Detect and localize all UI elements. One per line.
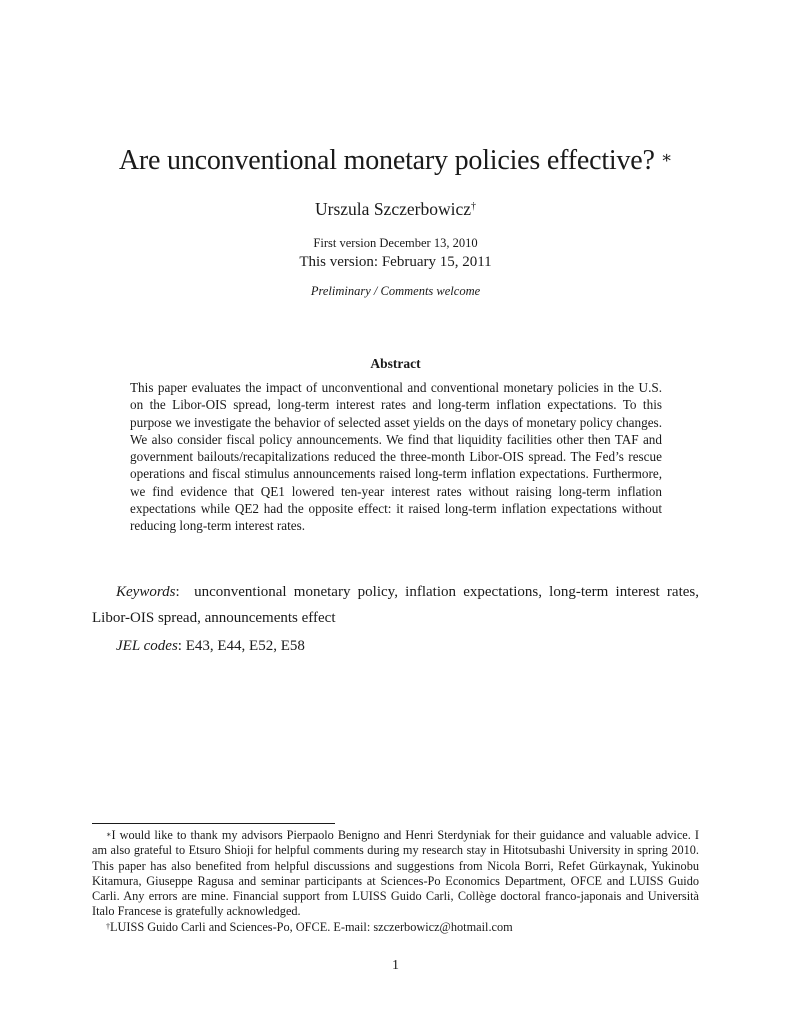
abstract-heading: Abstract (370, 356, 421, 371)
preliminary-note: Preliminary / Comments welcome (310, 284, 481, 298)
footnote-mark: † (106, 922, 110, 931)
keywords-label: Keywords (116, 584, 176, 600)
first-version-date: First version December 13, 2010 (313, 236, 478, 250)
author-line (0, 197, 791, 221)
footnote-text: I would like to thank my advisors Pierpaolo Benigno and Henri Sterdyniak for their guidance and valuable advice. I am also grateful to Etsuro Shioji for helpful comments during my research stay in Hitotsubashi University in spring 2010. This paper has also benefited from helpful discussions and suggestions from Nicola Borri, Refet Gürkaynak, Yukinobu Kitamura, Giuseppe Ragusa and seminar participants at Sciences-Po Economics Department, OFCE and LUISS Guido Carli. Any errors are mine. Financial support from LUISS Guido Carli, Collège doctoral franco-japonais and Università Italo Francese is gratefully acknowledged. (92, 828, 699, 919)
author-footnote-mark: † (470, 201, 476, 212)
author-name: Urszula Szczerbowicz (315, 199, 471, 219)
title-footnote-mark: ∗ (660, 148, 673, 167)
footnote-rule (92, 823, 335, 824)
paper-title (0, 141, 791, 181)
footnote-affiliation (92, 920, 699, 935)
footnote-text: LUISS Guido Carli and Sciences-Po, OFCE. E-mail: szczerbowicz@hotmail.com (110, 920, 513, 934)
abstract-body: This paper evaluates the impact of unconventional and conventional monetary policies in the U.S. on the Libor-OIS spread, long-term interest rates and long-term inflation expectations. To this purpose we investigate the behavior of selected asset yields on the days of monetary policy changes. We also consider fiscal policy announcements. We find that liquidity facilities other then TAF and government bailouts/recapitalizations reduced the three-month Libor-OIS spread. The Fed’s rescue operations and fiscal stimulus announcements raised long-term inflation expectations. Furthermore, we find evidence that QE1 lowered ten-year interest rates without raising long-term inflation expectations while QE2 had the opposite effect: it raised long-term inflation expectations without reducing long-term interest rates. (130, 380, 662, 534)
title-text: Are unconventional monetary policies effective? (118, 145, 655, 176)
jel-codes-text: E43, E44, E52, E58 (185, 638, 305, 654)
keywords-text: unconventional monetary policy, inflation expectations, long-term interest rates, Libor-OIS spread, announcements effect (92, 584, 699, 626)
jel-codes-label: JEL codes (116, 638, 178, 654)
keywords-paragraph: Keywords: unconventional monetary policy, inflation expectations, long-term interest rates, Libor-OIS spread, announcements effect (92, 584, 699, 626)
page-number: 1 (392, 958, 399, 973)
footnote-mark: ∗ (106, 830, 112, 839)
jel-codes-paragraph: JEL codes: E43, E44, E52, E58 (116, 638, 305, 654)
footnote-acknowledgements (92, 828, 699, 920)
this-version-date: This version: February 15, 2011 (299, 254, 492, 270)
